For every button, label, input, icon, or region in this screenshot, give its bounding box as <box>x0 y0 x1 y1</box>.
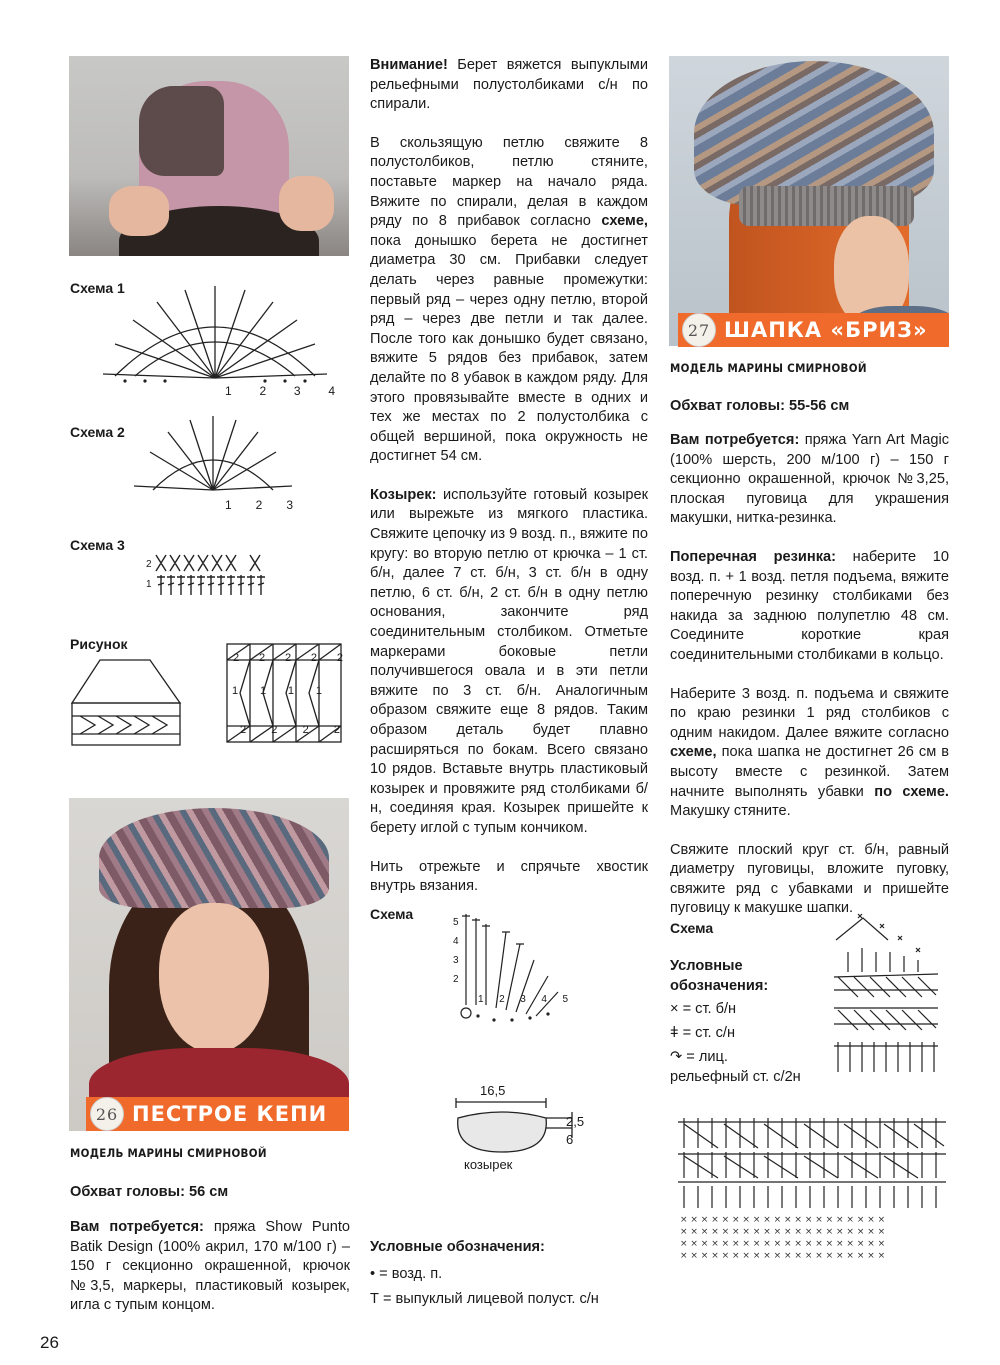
legend-text: = лиц. рельефный ст. с/2н <box>670 1049 801 1085</box>
breeze-hat-photo <box>669 56 949 346</box>
scheme-row-number: 4 <box>453 936 459 947</box>
drawing-number: 2 <box>302 724 309 736</box>
instructions-text: Наберите 3 возд. п. подъема и свяжите по краю резинки 1 ряд столбиков с одним накидом. Далее вяжите согласно <box>670 685 949 741</box>
instructions-text: пока шапка не достигнет 26 см в высоту вместе с резинкой. Затем начните выполнять убавки <box>670 744 949 800</box>
instructions-text: пока донышко берета не достигнет диаметра 30 см. Прибавки следует делать через равные промежутки: первый ряд – через одну петлю, второй ряд – через две петли и так далее. После того как донышко будет связано, вяжите 5 рядов без прибавок, затем делайте по 8 убавок в каждом ряду. Для этого провязывайте вместе в одних и тех же местах по 2 полустолбика с общей вершиной, пока окружность не достигнет 54 см. <box>370 232 648 465</box>
scheme-number: 4 <box>328 384 335 398</box>
rib-text: наберите 10 возд. п. + 1 возд. петля подъема, вяжите поперечную резинку столбиками без накида за заднюю полупетлю 48 см. Соедините короткие края соединительными столбиками в кольцо. <box>670 548 950 663</box>
scheme-link: схеме, <box>670 744 717 761</box>
model-27-badge <box>678 313 949 347</box>
page-number: 26 <box>40 1333 59 1352</box>
model-title: ШАПКА «БРИЗ» <box>724 318 928 342</box>
scheme-number: 1 <box>225 384 232 398</box>
model-26-badge <box>86 1097 349 1131</box>
svg-text:× × × × × × × × × × × × × × ×: × × × × × × × × × × × × × × × × × × × × <box>680 1251 886 1261</box>
scheme3-diagram <box>153 553 278 597</box>
right-legend-item: × = ст. б/н <box>670 1001 737 1017</box>
scheme-number: 3 <box>286 498 293 512</box>
drawing-number: 1 <box>287 685 295 697</box>
hands-shape <box>109 186 169 236</box>
scheme-row-number: 5 <box>453 917 459 928</box>
right-scheme-label: Схема <box>670 920 714 936</box>
scheme-row-number: 2 <box>453 974 459 985</box>
model-author: МОДЕЛЬ МАРИНЫ СМИРНОВОЙ <box>670 361 867 375</box>
scheme-number: 3 <box>293 384 301 398</box>
scheme-row-number: 3 <box>520 994 526 1005</box>
middle-scheme-label: Схема <box>370 906 414 922</box>
scheme-row-number: 1 <box>146 579 152 590</box>
scheme-row-number: 2 <box>499 994 505 1005</box>
scheme-row-number: 4 <box>541 994 547 1005</box>
scheme1-numbers <box>225 384 335 398</box>
model-title: ПЕСТРОЕ КЕПИ <box>132 1102 328 1126</box>
drawing-number: 1 <box>259 685 267 697</box>
middle-text <box>370 56 648 897</box>
drawing-number: 2 <box>233 652 240 664</box>
visor-caption: козырек <box>464 1157 513 1172</box>
scheme-row-number: 1 <box>478 994 484 1005</box>
scheme3-label: Схема 3 <box>70 537 125 553</box>
button-instructions: Свяжите плоский круг ст. б/н, равный диаметру пуговицы, вложите пуговку, свяжите ряд с убавками и пришейте пуговицу к макушке шапки. <box>670 841 949 917</box>
scheme-row-number: 5 <box>562 994 568 1005</box>
materials-paragraph <box>70 1218 350 1316</box>
materials-text: пряжа Yarn Art Magic (100% шерсть, 200 м/100 г) – 150 г секционно окрашенной, крючок №3,25, плоская пуговица для украшения макушки, нитка-резинка. <box>670 432 949 527</box>
drawing-number: 2 <box>258 652 266 664</box>
right-bottom-diagram <box>678 1112 948 1262</box>
right-legend-title: Условные обозначения: <box>670 958 769 994</box>
drawing-numbers-mid <box>232 685 322 697</box>
drawing-number: 2 <box>284 652 292 664</box>
attention-text: Берет вяжется выпуклыми рельефными полустолбиками с/н по спирали. <box>370 57 648 113</box>
scheme-number: 2 <box>259 384 267 398</box>
beret-back-photo <box>69 56 349 256</box>
legend-text: = ст. с/н <box>682 1025 736 1041</box>
model-number: 26 <box>90 1097 124 1131</box>
beret-band <box>139 86 224 176</box>
drawing-number: 2 <box>333 724 340 736</box>
face-shape <box>159 903 269 1053</box>
scheme-number: 2 <box>255 498 263 512</box>
head-size: Обхват головы: 56 см <box>70 1184 229 1200</box>
drawing-number: 1 <box>315 685 322 697</box>
visor-text: используйте готовый козырек или вырежьте из мягкого пластика. Свяжите цепочку из 9 возд. п., вяжите по кругу: во вторую петлю от крючка – 1 ст. б/н, далее 7 ст. б/н, 3 ст. б/н в одну петлю, 6 ст. б/н, 2 ст. б/н в одну петлю основания, закончите ряд соединительным столбиком. Отметьте маркерами боковые петли получившегося овала и в эти петли вяжите по 3 ст. б/н. Аналогичным образом свяжите еще 8 рядов. Таким образом деталь будет плавно расширяться по бокам. Всего связано 10 рядов. Вставьте внутрь пластиковый козырек и провяжите ряд столбиками б/н, соединяя края. Козырек пришейте к берету иглой с тупым кончиком. <box>370 486 648 836</box>
scheme1-diagram <box>95 278 335 398</box>
attention-label: Внимание! <box>370 57 448 73</box>
visor-dim-a: 2,5 <box>566 1114 585 1129</box>
middle-legend-item: Т = выпуклый лицевой полуст. с/н <box>370 1291 599 1307</box>
drawing-number: 2 <box>240 724 247 736</box>
drawing-number: 2 <box>271 724 278 736</box>
scheme3-row-labels <box>146 555 152 595</box>
scheme1-label: Схема 1 <box>70 280 125 296</box>
right-legend-item <box>670 1024 735 1044</box>
drawing-cap-sketch <box>70 658 182 748</box>
drawing-number: 1 <box>232 685 239 697</box>
head-size: Обхват головы: 55-56 см <box>670 398 850 414</box>
right-top-diagram <box>828 912 943 1077</box>
svg-text:× × × × × × × × × × × × × × ×: × × × × × × × × × × × × × × × × × × × × <box>680 1215 886 1225</box>
drawing-number: 2 <box>310 652 318 664</box>
rib-label: Поперечная резинка: <box>670 548 836 565</box>
drawing-numbers-top <box>233 652 343 664</box>
cap-shape <box>99 808 329 908</box>
dc-symbol-icon: ǂ <box>670 1025 683 1041</box>
scheme2-diagram <box>128 410 298 502</box>
middle-scheme-diagram <box>458 910 578 1030</box>
right-text <box>670 431 949 919</box>
materials-label: Вам потребуется: <box>70 1219 204 1235</box>
model-number: 27 <box>682 313 716 347</box>
final-text: Нить отрежьте и спрячьте хвостик внутрь вязания. <box>370 858 648 895</box>
middle-legend-title: Условные обозначения: <box>370 1239 545 1255</box>
visor-dim-b: 6 <box>566 1132 574 1147</box>
instructions-text: Макушку стяните. <box>670 803 791 820</box>
visor-width: 16,5 <box>480 1083 506 1098</box>
scheme-row-number: 2 <box>146 559 152 570</box>
visor-label: Козырек: <box>370 486 437 503</box>
scheme-row-number: 3 <box>453 955 459 966</box>
scheme-number: 1 <box>225 498 232 512</box>
materials-text: пряжа Show Punto Batik Design (100% акрил, 170 м/100 г) – 150 г секционно окрашенной, крючок №3,5, маркеры, пластиковый козырек, игла с тупым концом. <box>70 1219 350 1314</box>
svg-text:× × × × × × × × × × × × × × ×: × × × × × × × × × × × × × × × × × × × × <box>680 1239 886 1249</box>
instructions-text: В скользящую петлю свяжите 8 полустолбиков, петлю стяните, поставьте маркер на начало ряда. Вяжите по спирали, делая в каждом ряду по 8 прибавок согласно <box>370 134 648 230</box>
scheme-link: по схеме. <box>874 783 949 800</box>
scheme-link: схеме, <box>601 213 648 230</box>
drawing-numbers-bottom <box>240 724 340 736</box>
drawing-number: 2 <box>336 652 343 664</box>
relief-symbol-icon: ↷ <box>670 1049 687 1065</box>
materials-label: Вам потребуется: <box>670 432 800 448</box>
cap-woman-photo <box>69 798 349 1131</box>
svg-text:× × × × × × × × × × × × × × ×: × × × × × × × × × × × × × × × × × × × × <box>680 1227 886 1237</box>
scheme2-numbers <box>225 498 293 512</box>
scheme2-label: Схема 2 <box>70 424 125 440</box>
right-legend-item <box>670 1048 810 1087</box>
middle-legend-item: • = возд. п. <box>370 1266 443 1282</box>
model-author: МОДЕЛЬ МАРИНЫ СМИРНОВОЙ <box>70 1146 267 1160</box>
hands-shape <box>279 176 334 231</box>
hat-shape <box>694 61 934 206</box>
drawing-label: Рисунок <box>70 636 128 652</box>
